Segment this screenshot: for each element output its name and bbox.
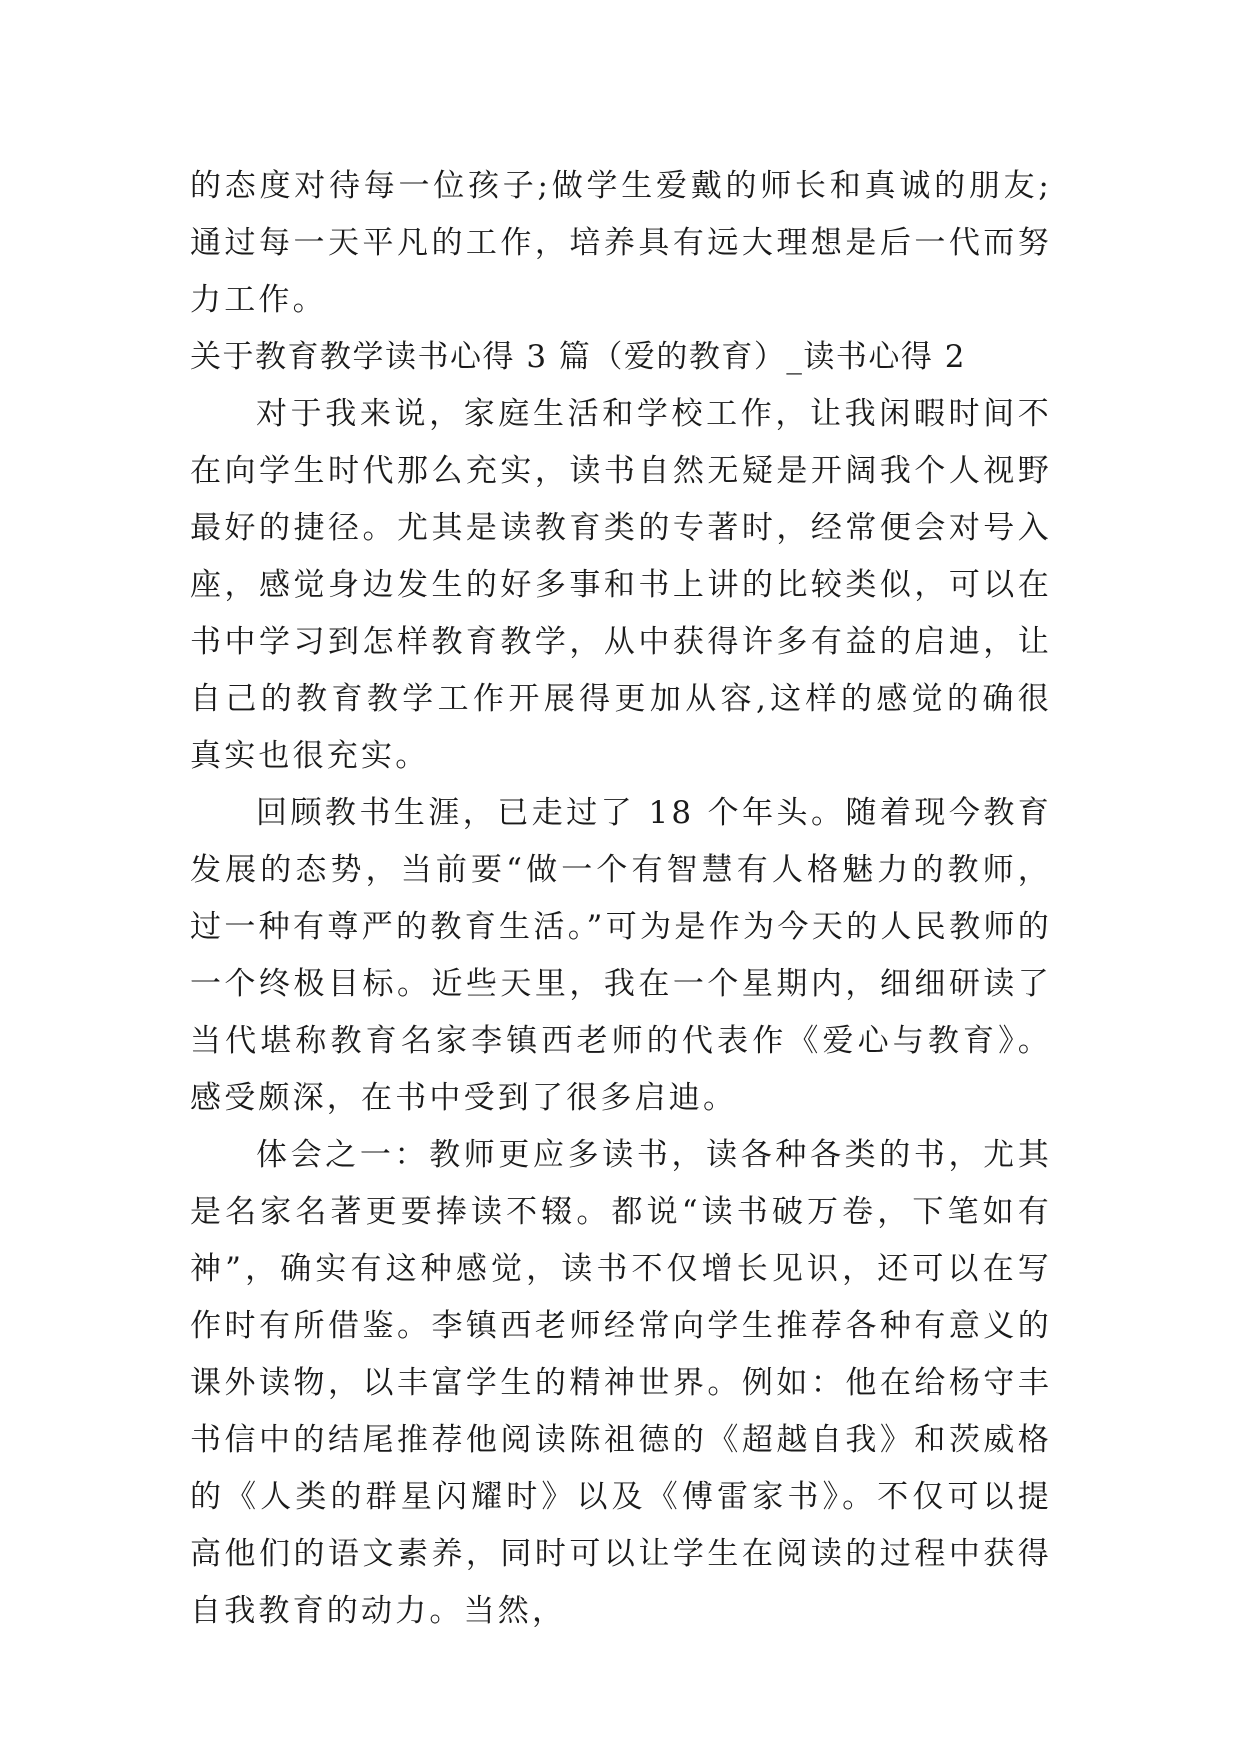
section-title: 关于教育教学读书心得 3 篇（爱的教育）_读书心得 2 [190, 339, 967, 375]
continuation-paragraph: 的态度对待每一位孩子;做学生爱戴的师长和真诚的朋友;通过每一天平凡的工作，培养具有远大理想是后一代而努力工作。 [190, 168, 1052, 318]
document-body [190, 158, 1052, 1640]
body-paragraph: 对于我来说，家庭生活和学校工作，让我闲暇时间不在向学生时代那么充实，读书自然无疑是开阔我个人视野最好的捷径。尤其是读教育类的专著时，经常便会对号入座，感觉身边发生的好多事和书上讲的比较类似，可以在书中学习到怎样教育教学，从中获得许多有益的启迪，让自己的教育教学工作开展得更加从容,这样的感觉的确很真实也很充实。 [190, 396, 1052, 774]
body-paragraph: 体会之一：教师更应多读书，读各种各类的书，尤其是名家名著更要捧读不辍。都说“读书破万卷，下笔如有神”，确实有这种感觉，读书不仅增长见识，还可以在写作时有所借鉴。李镇西老师经常向学生推荐各种有意义的课外读物，以丰富学生的精神世界。例如：他在给杨守丰书信中的结尾推荐他阅读陈祖德的《超越自我》和茨威格的《人类的群星闪耀时》以及《傅雷家书》。不仅可以提高他们的语文素养，同时可以让学生在阅读的过程中获得自我教育的动力。当然， [190, 1137, 1052, 1629]
body-paragraph: 回顾教书生涯，已走过了 18 个年头。随着现今教育发展的态势，当前要“做一个有智慧有人格魅力的教师，过一种有尊严的教育生活。”可为是作为今天的人民教师的一个终极目标。近些天里，我在一个星期内，细细研读了当代堪称教育名家李镇西老师的代表作《爱心与教育》。感受颇深，在书中受到了很多启迪。 [190, 795, 1052, 1116]
